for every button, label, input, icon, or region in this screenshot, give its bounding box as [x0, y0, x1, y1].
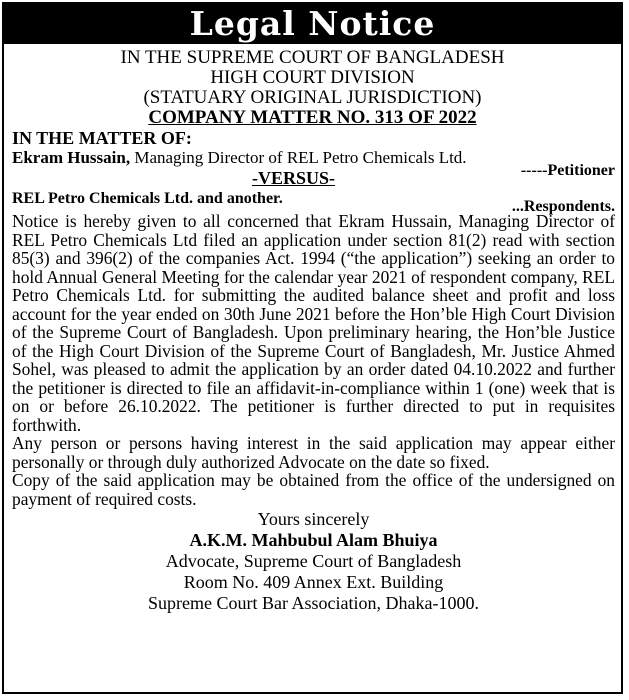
- court-name: IN THE SUPREME COURT OF BANGLADESH: [120, 47, 505, 68]
- respondent-role: ...Respondents.: [511, 198, 615, 215]
- versus-row: [12, 162, 615, 188]
- signature-block: [12, 509, 615, 614]
- petitioner-description: Managing Director of REL Petro Chemicals Ltd.: [130, 148, 467, 167]
- notice-body: [12, 212, 615, 508]
- notice-content: [4, 128, 621, 614]
- court-division: HIGH COURT DIVISION: [210, 67, 415, 88]
- advocate-title: Advocate, Supreme Court of Bangladesh: [165, 551, 462, 571]
- advocate-address: Supreme Court Bar Association, Dhaka-1000.: [148, 593, 479, 613]
- in-matter-heading: IN THE MATTER OF:: [12, 128, 192, 148]
- court-heading: [4, 48, 621, 128]
- legal-notice: [2, 2, 623, 694]
- body-paragraph-copy: Copy of the said application may be obtained from the office of the undersigned on payment of required costs.: [12, 470, 615, 509]
- respondent-row: [12, 188, 615, 215]
- body-paragraph-appearance: Any person or persons having interest in the said application may appear either personally or through duly authorized Advocate on the date so fixed.: [12, 433, 615, 472]
- advocate-room: Room No. 409 Annex Ext. Building: [183, 572, 444, 592]
- body-paragraph-notice: Notice is hereby given to all concerned that Ekram Hussain, Managing Director of REL Petro Chemicals Ltd filed an application under section 81(2) read with section 85(3) and 396(2) of the companies Act. 1994 (“the application”) seeking an order to hold Annual General Meeting for the calendar year 2021 of respondent company, REL Petro Chemicals Ltd. for submitting the audited balance sheet and profit and loss account for the year ended on 30th June 2021 before the Hon’ble High Court Division of the Supreme Court of Bangladesh. Upon preliminary hearing, the Hon’ble Justice of the High Court Division of the Supreme Court of Bangladesh, Mr. Justice Ahmed Sohel, was pleased to admit the application by an order dated 04.10.2022 and further the petitioner is directed to file an affidavit-in-compliance within 1 (one) week that is on or before 26.10.2022. The petitioner is further directed to put in requisites forthwith.: [12, 211, 615, 435]
- respondent-name: REL Petro Chemicals Ltd. and another.: [12, 190, 283, 207]
- court-jurisdiction: (STATUARY ORIGINAL JURISDICTION): [143, 87, 482, 108]
- salutation: Yours sincerely: [257, 509, 370, 529]
- petitioner-name: Ekram Hussain,: [12, 148, 131, 167]
- notice-banner: Legal Notice: [4, 4, 621, 44]
- advocate-name: A.K.M. Mahbubul Alam Bhuiya: [189, 530, 438, 550]
- matter-number: COMPANY MATTER NO. 313 OF 2022: [148, 107, 477, 128]
- versus-label: -VERSUS-: [252, 168, 336, 188]
- petitioner-role: -----Petitioner: [520, 162, 615, 179]
